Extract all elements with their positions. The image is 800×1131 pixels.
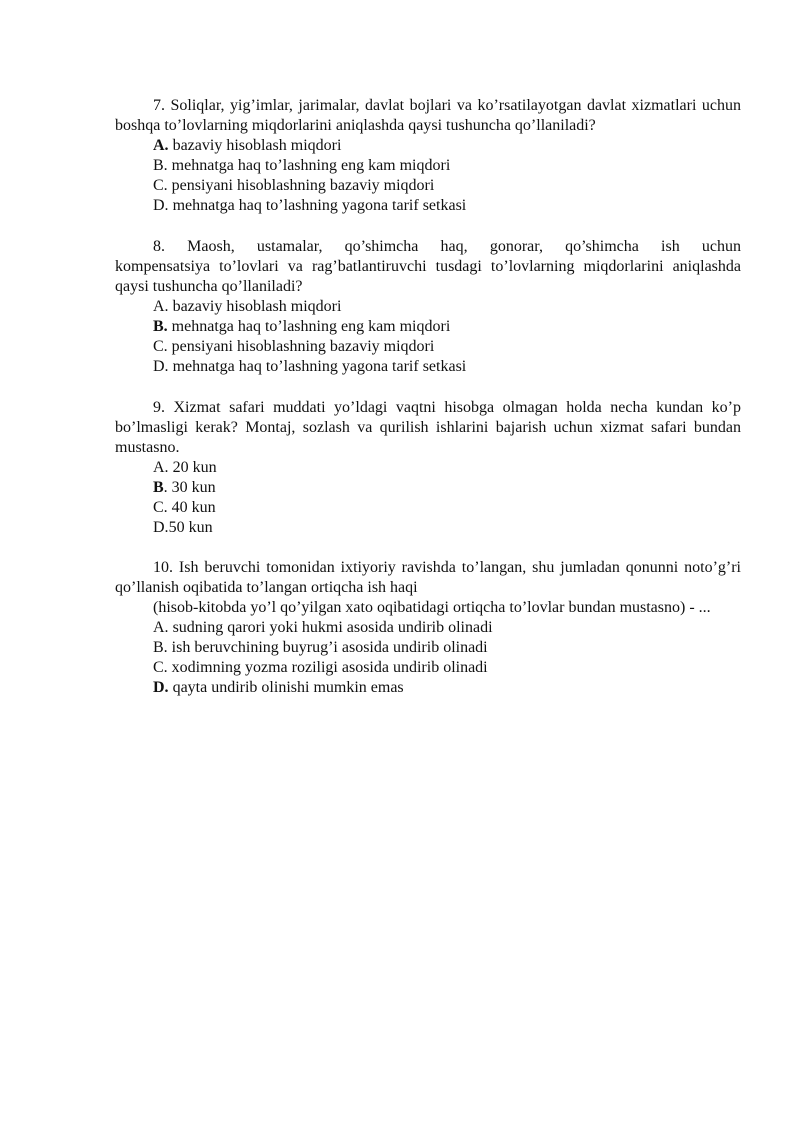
option-text: xodimning yozma roziligi asosida undirib olinadi	[167, 659, 488, 676]
option-text: sudning qarori yoki hukmi asosida undirib olinadi	[168, 619, 493, 636]
option-d	[153, 518, 741, 538]
option-b	[153, 478, 741, 498]
question-7	[115, 96, 741, 216]
question-stem-continuation: (hisob-kitobda yo’l qo’yilgan xato oqibatidagi ortiqcha to’lovlar bundan mustasno) - ...	[153, 599, 711, 616]
option-letter: D.	[153, 679, 169, 696]
option-a	[153, 458, 741, 478]
option-text: mehnatga haq to’lashning eng kam miqdori	[167, 318, 451, 335]
option-c	[153, 337, 741, 357]
option-letter: B.	[153, 157, 168, 174]
option-c	[153, 658, 741, 678]
question-stem-rest: kompensatsiya to’lovlari va rag’batlantiruvchi tusdagi to’lovlarning miqdorlarini aniqlashda qaysi tushuncha qo’llaniladi?	[115, 258, 741, 295]
option-text: pensiyani hisoblashning bazaviy miqdori	[167, 177, 435, 194]
question-10	[115, 558, 741, 698]
option-d	[153, 357, 741, 377]
question-stem-line-1: 8. Maosh, ustamalar, qo’shimcha haq, gonorar, qo’shimcha ish uchun	[153, 238, 741, 255]
option-letter: B	[153, 479, 164, 496]
option-c	[153, 176, 741, 196]
option-b	[153, 156, 741, 176]
option-text: mehnatga haq to’lashning eng kam miqdori	[167, 157, 451, 174]
option-text: qayta undirib olinishi mumkin emas	[168, 679, 404, 696]
option-text: mehnatga haq to’lashning yagona tarif setkasi	[168, 358, 467, 375]
option-letter: B.	[153, 639, 168, 656]
option-text: 40 kun	[167, 499, 216, 516]
option-letter: B.	[153, 318, 168, 335]
question-8	[115, 237, 741, 377]
question-stem: 10. Ish beruvchi tomonidan ixtiyoriy ravishda to’langan, shu jumladan qonunni noto’g’ri qo’llanish oqibatida to’langan ortiqcha ish haqi	[115, 559, 741, 596]
option-letter: A.	[153, 137, 169, 154]
option-letter: C.	[153, 659, 168, 676]
option-letter: C.	[153, 177, 168, 194]
option-letter: D.	[153, 519, 169, 536]
option-letter: D.	[153, 197, 169, 214]
option-text: 20 kun	[168, 459, 217, 476]
option-letter: A.	[153, 619, 169, 636]
option-text: pensiyani hisoblashning bazaviy miqdori	[167, 338, 435, 355]
option-letter: C.	[153, 338, 168, 355]
question-stem: 9. Xizmat safari muddati yo’ldagi vaqtni hisobga olmagan holda necha kundan ko’p bo’lmasligi kerak? Montaj, sozlash va qurilish ishlarini bajarish uchun xizmat safari bundan mustasno.	[115, 399, 741, 456]
option-letter: C.	[153, 499, 168, 516]
option-letter: A.	[153, 298, 169, 315]
option-a	[153, 136, 741, 156]
option-text: . 30 kun	[163, 479, 216, 496]
option-text: bazaviy hisoblash miqdori	[168, 137, 342, 154]
option-b	[153, 317, 741, 337]
option-d	[153, 196, 741, 216]
option-d	[153, 678, 741, 698]
option-letter: A.	[153, 459, 169, 476]
option-text: mehnatga haq to’lashning yagona tarif setkasi	[168, 197, 467, 214]
option-a	[153, 618, 741, 638]
option-text: ish beruvchining buyrug’i asosida undirib olinadi	[167, 639, 488, 656]
option-c	[153, 498, 741, 518]
question-stem: 7. Soliqlar, yig’imlar, jarimalar, davlat bojlari va ko’rsatilayotgan davlat xizmatlari uchun boshqa to’lovlarning miqdorlarini aniqlashda qaysi tushuncha qo’llaniladi?	[115, 97, 741, 134]
question-9	[115, 398, 741, 538]
option-text: 50 kun	[168, 519, 213, 536]
option-text: bazaviy hisoblash miqdori	[168, 298, 342, 315]
option-letter: D.	[153, 358, 169, 375]
option-b	[153, 638, 741, 658]
option-a	[153, 297, 741, 317]
